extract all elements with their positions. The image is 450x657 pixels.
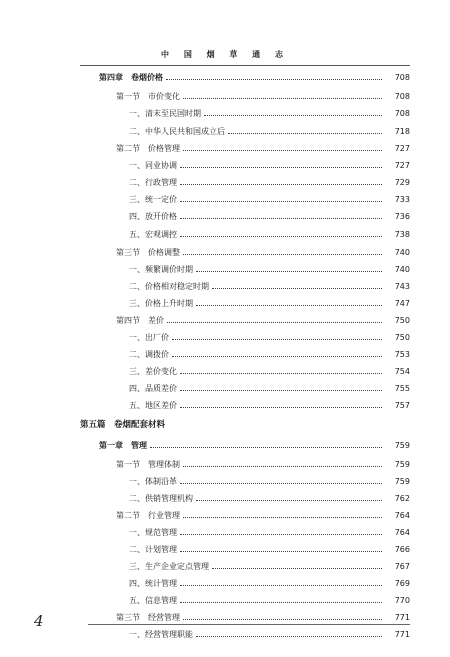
leader-dots xyxy=(180,390,382,391)
toc-label: 第三节 经营管理 xyxy=(116,613,180,622)
toc-label: 二、价格相对稳定时期 xyxy=(129,282,209,291)
toc-entry-subsection[interactable] xyxy=(129,381,410,393)
toc-page-number: 750 xyxy=(394,316,410,325)
toc-label: 一、规范管理 xyxy=(129,528,177,537)
toc-page-number: 770 xyxy=(394,596,410,605)
toc-page-number: 769 xyxy=(394,579,410,588)
toc-entry-subsection[interactable] xyxy=(129,347,410,359)
leader-dots xyxy=(183,254,382,255)
toc-label: 第四章 卷烟价格 xyxy=(99,73,163,82)
leader-dots xyxy=(196,636,382,637)
toc-page-number: 727 xyxy=(394,161,410,170)
toc-page-number: 708 xyxy=(394,109,410,118)
leader-dots xyxy=(183,98,382,99)
toc-page-number: 738 xyxy=(394,230,410,239)
leader-dots xyxy=(183,619,382,620)
toc-label: 三、价格上升时期 xyxy=(129,299,193,308)
toc-entry-section[interactable] xyxy=(116,245,410,257)
page-number: 4 xyxy=(34,612,44,630)
toc-entry-subsection[interactable] xyxy=(129,525,410,537)
toc-entry-section[interactable] xyxy=(116,141,410,153)
toc-page-number: 764 xyxy=(394,511,410,520)
toc-entry-subsection[interactable] xyxy=(129,593,410,605)
toc-label: 一、体制沿革 xyxy=(129,477,177,486)
toc-label: 一、经营管理职能 xyxy=(129,630,193,639)
toc-page-number: 764 xyxy=(394,528,410,537)
leader-dots xyxy=(180,167,382,168)
leader-dots xyxy=(172,356,382,357)
toc-label: 四、统计管理 xyxy=(129,579,177,588)
footer-rule xyxy=(88,624,410,625)
toc-entry-section[interactable] xyxy=(116,457,410,469)
toc-page-number: 767 xyxy=(394,562,410,571)
leader-dots xyxy=(204,115,382,116)
toc-label: 四、品质差价 xyxy=(129,384,177,393)
leader-dots xyxy=(196,305,382,306)
leader-dots xyxy=(228,133,382,134)
toc-page-number: 733 xyxy=(394,195,410,204)
toc-entry-section[interactable] xyxy=(116,610,410,622)
toc-page-number: 708 xyxy=(394,92,410,101)
toc-page-number: 708 xyxy=(394,73,410,82)
leader-dots xyxy=(172,339,382,340)
toc-entry-subsection[interactable] xyxy=(129,364,410,376)
leader-dots xyxy=(166,79,382,80)
toc-entry-section[interactable] xyxy=(116,508,410,520)
toc-page-number: 762 xyxy=(394,494,410,503)
toc-entry-subsection[interactable] xyxy=(129,542,410,554)
toc-page-number: 740 xyxy=(394,248,410,257)
toc-entry-subsection[interactable] xyxy=(129,124,410,136)
toc-entry-subsection[interactable] xyxy=(129,106,410,118)
toc-label: 五、宏观调控 xyxy=(129,230,177,239)
toc-page-number: 771 xyxy=(394,613,410,622)
toc-label: 二、供销管理机构 xyxy=(129,494,193,503)
toc-label: 二、行政管理 xyxy=(129,178,177,187)
toc-page-number: 754 xyxy=(394,367,410,376)
toc-page-number: 718 xyxy=(394,127,410,136)
toc-page-number: 736 xyxy=(394,212,410,221)
toc-page-number: 759 xyxy=(394,477,410,486)
leader-dots xyxy=(212,288,382,289)
toc-page-number: 771 xyxy=(394,630,410,639)
toc-label: 第一章 管理 xyxy=(99,441,147,450)
toc-page-number: 753 xyxy=(394,350,410,359)
leader-dots xyxy=(167,322,382,323)
toc-entry-subsection[interactable] xyxy=(129,192,410,204)
toc-label: 二、中华人民共和国成立后 xyxy=(129,127,225,136)
toc-label: 一、频繁调价时期 xyxy=(129,265,193,274)
toc-page-number: 747 xyxy=(394,299,410,308)
toc-entry-subsection[interactable] xyxy=(129,627,410,639)
toc-label: 第二节 行业管理 xyxy=(116,511,180,520)
toc-entry-subsection[interactable] xyxy=(129,491,410,503)
toc-label: 第一节 管理体制 xyxy=(116,460,180,469)
toc-page-number: 743 xyxy=(394,282,410,291)
toc-entry-subsection[interactable] xyxy=(129,209,410,221)
leader-dots xyxy=(180,585,382,586)
leader-dots xyxy=(180,407,382,408)
toc-entry-subsection[interactable] xyxy=(129,262,410,274)
toc-label: 一、出厂价 xyxy=(129,333,169,342)
toc-entry-subsection[interactable] xyxy=(129,330,410,342)
toc-entry-subsection[interactable] xyxy=(129,559,410,571)
toc-page-number: 766 xyxy=(394,545,410,554)
toc-entry-subsection[interactable] xyxy=(129,279,410,291)
leader-dots xyxy=(183,517,382,518)
toc-entry-section[interactable] xyxy=(116,313,410,325)
toc-label: 四、放开价格 xyxy=(129,212,177,221)
toc-page-number: 729 xyxy=(394,178,410,187)
toc-entry-chapter[interactable] xyxy=(99,438,410,450)
toc-label: 三、统一定价 xyxy=(129,195,177,204)
leader-dots xyxy=(212,568,382,569)
toc-label: 第四节 差价 xyxy=(116,316,164,325)
leader-dots xyxy=(180,184,382,185)
leader-dots xyxy=(196,500,382,501)
toc-entry-subsection[interactable] xyxy=(129,175,410,187)
leader-dots xyxy=(180,602,382,603)
toc-label: 二、计划管理 xyxy=(129,545,177,554)
toc-page-number: 755 xyxy=(394,384,410,393)
toc-entry-subsection[interactable] xyxy=(129,227,410,239)
leader-dots xyxy=(180,551,382,552)
toc-label: 第一节 市价变化 xyxy=(116,92,180,101)
toc-entry-subsection[interactable] xyxy=(129,474,410,486)
leader-dots xyxy=(180,236,382,237)
toc-page-number: 727 xyxy=(394,144,410,153)
leader-dots xyxy=(150,447,382,448)
toc-label: 第三节 价格调整 xyxy=(116,248,180,257)
toc-entry-chapter[interactable] xyxy=(99,70,410,82)
toc-label: 三、差价变化 xyxy=(129,367,177,376)
leader-dots xyxy=(180,373,382,374)
leader-dots xyxy=(196,271,382,272)
leader-dots xyxy=(180,534,382,535)
toc-entry-section[interactable] xyxy=(116,89,410,101)
toc-label: 二、调拨价 xyxy=(129,350,169,359)
toc-label: 一、清末至民国时期 xyxy=(129,109,201,118)
leader-dots xyxy=(180,218,382,219)
header-rule xyxy=(80,65,410,66)
leader-dots xyxy=(183,150,382,151)
leader-dots xyxy=(180,483,382,484)
toc-page-number: 740 xyxy=(394,265,410,274)
toc-label: 第二节 价格管理 xyxy=(116,144,180,153)
toc-label: 一、同业协调 xyxy=(129,161,177,170)
running-header-title: 中 国 烟 草 通 志 xyxy=(161,49,289,59)
toc-page-number: 757 xyxy=(394,401,410,410)
toc-page-number: 750 xyxy=(394,333,410,342)
toc-label: 五、信息管理 xyxy=(129,596,177,605)
leader-dots xyxy=(180,201,382,202)
toc-entry-subsection[interactable] xyxy=(129,296,410,308)
toc-entry-subsection[interactable] xyxy=(129,398,410,410)
toc-entry-part[interactable] xyxy=(80,418,410,430)
leader-dots xyxy=(183,466,382,467)
toc-page-number: 759 xyxy=(394,460,410,469)
toc-entry-subsection[interactable] xyxy=(129,576,410,588)
toc-label: 第五篇 卷烟配套材料 xyxy=(80,420,166,430)
toc-page-number: 759 xyxy=(394,441,410,450)
toc-label: 五、地区差价 xyxy=(129,401,177,410)
toc-label: 三、生产企业定点管理 xyxy=(129,562,209,571)
toc-entry-subsection[interactable] xyxy=(129,158,410,170)
